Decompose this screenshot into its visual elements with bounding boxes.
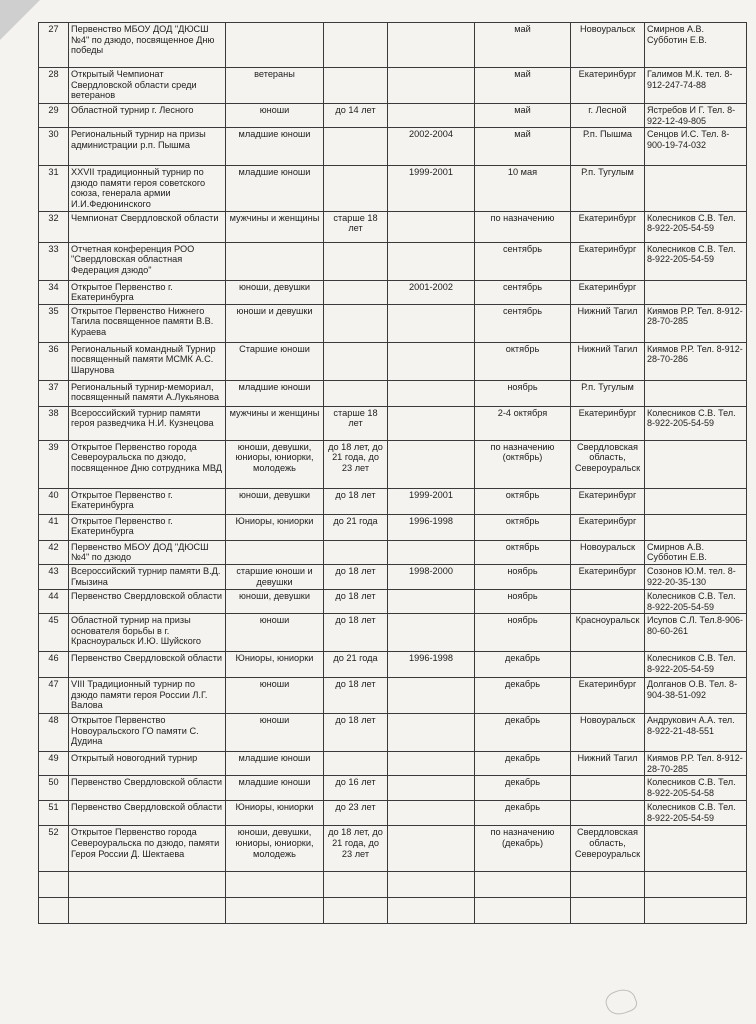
event-date-cell: декабрь	[475, 776, 571, 801]
empty-cell	[645, 898, 747, 924]
empty-cell	[388, 872, 475, 898]
birth-years-cell	[388, 342, 475, 380]
participants-cell: юноши	[226, 104, 324, 128]
age-group-cell	[324, 166, 388, 211]
event-name-cell: Открытое Первенство г. Екатеринбурга	[69, 514, 226, 540]
table-row	[39, 104, 747, 128]
event-place-cell: Нижний Тагил	[571, 752, 645, 776]
event-name-cell: Первенство МБОУ ДОД "ДЮСШ №4" по дзюдо, посвященное Дню победы	[69, 23, 226, 68]
participants-cell	[226, 242, 324, 280]
participants-cell: юноши, девушки	[226, 488, 324, 514]
event-name-cell: Областной турнир на призы основателя борьбы в г. Красноуральск И.Ю. Шуйского	[69, 614, 226, 652]
age-group-cell	[324, 540, 388, 564]
event-place-cell: Новоуральск	[571, 540, 645, 564]
participants-cell: Юниоры, юниорки	[226, 652, 324, 678]
contact-person-cell	[645, 440, 747, 488]
table-row	[39, 652, 747, 678]
row-number-cell: 33	[39, 242, 69, 280]
empty-cell	[571, 898, 645, 924]
birth-years-cell	[388, 714, 475, 752]
row-number-cell: 36	[39, 342, 69, 380]
contact-person-cell	[645, 280, 747, 304]
event-place-cell: Екатеринбург	[571, 211, 645, 242]
contact-person-cell	[645, 488, 747, 514]
birth-years-cell	[388, 540, 475, 564]
event-name-cell: Открытое Первенство г. Екатеринбурга	[69, 280, 226, 304]
table-row	[39, 242, 747, 280]
birth-years-cell: 1999-2001	[388, 488, 475, 514]
event-date-cell: сентябрь	[475, 242, 571, 280]
contact-person-cell: Созонов Ю.М. тел. 8-922-20-35-130	[645, 564, 747, 589]
empty-cell	[475, 872, 571, 898]
event-place-cell	[571, 776, 645, 801]
table-row	[39, 380, 747, 406]
age-group-cell: до 18 лет	[324, 614, 388, 652]
contact-person-cell	[645, 826, 747, 872]
birth-years-cell	[388, 801, 475, 826]
event-date-cell: сентябрь	[475, 280, 571, 304]
event-place-cell: Красноуральск	[571, 614, 645, 652]
contact-person-cell: Смирнов А.В. Субботин Е.В.	[645, 23, 747, 68]
row-number-cell: 27	[39, 23, 69, 68]
birth-years-cell	[388, 23, 475, 68]
empty-cell	[388, 898, 475, 924]
contact-person-cell: Исупов С.Л. Тел.8-906-80-60-261	[645, 614, 747, 652]
table-row	[39, 776, 747, 801]
row-number-cell: 30	[39, 128, 69, 166]
event-name-cell: Региональный турнир на призы администрации р.п. Пышма	[69, 128, 226, 166]
participants-cell: юноши, девушки, юниоры, юниорки, молодежь	[226, 440, 324, 488]
event-place-cell: Р.п. Тугулым	[571, 380, 645, 406]
participants-cell: Старшие юноши	[226, 342, 324, 380]
event-name-cell: XXVII традиционный турнир по дзюдо памяти героя советского союза, генерала армии И.И.Федюнинского	[69, 166, 226, 211]
event-name-cell: Открытое Первенство Новоуральского ГО памяти С. Дудина	[69, 714, 226, 752]
contact-person-cell: Колесников С.В. Тел. 8-922-205-54-59	[645, 652, 747, 678]
participants-cell: юноши, девушки	[226, 280, 324, 304]
event-name-cell: Открытое Первенство г. Екатеринбурга	[69, 488, 226, 514]
birth-years-cell	[388, 304, 475, 342]
table-row	[39, 614, 747, 652]
event-place-cell: Новоуральск	[571, 23, 645, 68]
table-row	[39, 166, 747, 211]
event-name-cell: Первенство Свердловской области	[69, 776, 226, 801]
contact-person-cell: Галимов М.К. тел. 8-912-247-74-88	[645, 68, 747, 104]
event-name-cell: Открытый новогодний турнир	[69, 752, 226, 776]
contact-person-cell: Киямов Р.Р. Тел. 8-912-28-70-285	[645, 752, 747, 776]
event-place-cell: Р.п. Тугулым	[571, 166, 645, 211]
participants-cell: мужчины и женщины	[226, 406, 324, 440]
participants-cell: юноши	[226, 714, 324, 752]
participants-cell: мужчины и женщины	[226, 211, 324, 242]
age-group-cell	[324, 380, 388, 406]
event-place-cell: г. Лесной	[571, 104, 645, 128]
age-group-cell: до 18 лет, до 21 года, до 23 лет	[324, 440, 388, 488]
empty-cell	[39, 898, 69, 924]
age-group-cell	[324, 128, 388, 166]
table-row	[39, 564, 747, 589]
event-name-cell: Открытое Первенство города Североуральска по дзюдо, посвященное Дню сотрудника МВД	[69, 440, 226, 488]
table-row	[39, 440, 747, 488]
age-group-cell: до 21 года	[324, 652, 388, 678]
event-name-cell: Открытое Первенство города Североуральска по дзюдо, памяти Героя России Д. Шектаева	[69, 826, 226, 872]
age-group-cell	[324, 23, 388, 68]
event-date-cell: ноябрь	[475, 564, 571, 589]
event-date-cell: декабрь	[475, 652, 571, 678]
empty-table-row	[39, 872, 747, 898]
participants-cell: юноши	[226, 678, 324, 714]
participants-cell: младшие юноши	[226, 128, 324, 166]
birth-years-cell	[388, 752, 475, 776]
contact-person-cell: Смирнов А.В. Субботин Е.В.	[645, 540, 747, 564]
table-row	[39, 752, 747, 776]
stamp-mark	[603, 986, 639, 1019]
row-number-cell: 38	[39, 406, 69, 440]
page-corner-fold	[0, 0, 40, 40]
participants-cell: старшие юноши и девушки	[226, 564, 324, 589]
row-number-cell: 52	[39, 826, 69, 872]
contact-person-cell: Колесников С.В. Тел. 8-922-205-54-58	[645, 776, 747, 801]
table-row	[39, 714, 747, 752]
row-number-cell: 45	[39, 614, 69, 652]
table-row	[39, 488, 747, 514]
birth-years-cell: 2002-2004	[388, 128, 475, 166]
event-date-cell: декабрь	[475, 801, 571, 826]
event-place-cell	[571, 801, 645, 826]
empty-cell	[645, 872, 747, 898]
event-name-cell: Всероссийский турнир памяти героя разведчика Н.И. Кузнецова	[69, 406, 226, 440]
row-number-cell: 44	[39, 589, 69, 613]
event-name-cell: Чемпионат Свердловской области	[69, 211, 226, 242]
contact-person-cell	[645, 166, 747, 211]
contact-person-cell: Колесников С.В. Тел. 8-922-205-54-59	[645, 242, 747, 280]
event-date-cell: ноябрь	[475, 589, 571, 613]
contact-person-cell: Киямов Р.Р. Тел. 8-912-28-70-286	[645, 342, 747, 380]
event-name-cell: Отчетная конференция РОО "Свердловская областная Федерация дзюдо"	[69, 242, 226, 280]
row-number-cell: 46	[39, 652, 69, 678]
age-group-cell	[324, 242, 388, 280]
row-number-cell: 29	[39, 104, 69, 128]
table-row	[39, 826, 747, 872]
contact-person-cell: Колесников С.В. Тел. 8-922-205-54-59	[645, 589, 747, 613]
birth-years-cell	[388, 440, 475, 488]
row-number-cell: 50	[39, 776, 69, 801]
event-date-cell: ноябрь	[475, 380, 571, 406]
age-group-cell	[324, 68, 388, 104]
event-name-cell: Региональный командный Турнир посвященный памяти МСМК А.С. Шарунова	[69, 342, 226, 380]
age-group-cell	[324, 304, 388, 342]
event-date-cell: май	[475, 68, 571, 104]
contact-person-cell: Киямов Р.Р. Тел. 8-912-28-70-285	[645, 304, 747, 342]
contact-person-cell: Колесников С.В. Тел. 8-922-205-54-59	[645, 801, 747, 826]
contact-person-cell: Андрукович А.А. тел. 8-922-21-48-551	[645, 714, 747, 752]
event-date-cell: 2-4 октября	[475, 406, 571, 440]
event-name-cell: VIII Традиционный турнир по дзюдо памяти героя России Л.Г. Валова	[69, 678, 226, 714]
table-row	[39, 68, 747, 104]
table-row	[39, 678, 747, 714]
events-table	[38, 22, 747, 924]
birth-years-cell	[388, 380, 475, 406]
birth-years-cell	[388, 68, 475, 104]
event-place-cell	[571, 589, 645, 613]
age-group-cell: старше 18 лет	[324, 211, 388, 242]
table-row	[39, 342, 747, 380]
age-group-cell: до 18 лет	[324, 564, 388, 589]
event-place-cell: Екатеринбург	[571, 242, 645, 280]
event-date-cell: октябрь	[475, 540, 571, 564]
contact-person-cell: Долганов О.В. Тел. 8-904-38-51-092	[645, 678, 747, 714]
birth-years-cell: 1998-2000	[388, 564, 475, 589]
row-number-cell: 47	[39, 678, 69, 714]
row-number-cell: 41	[39, 514, 69, 540]
event-date-cell: май	[475, 23, 571, 68]
empty-cell	[69, 872, 226, 898]
age-group-cell: до 18 лет	[324, 678, 388, 714]
empty-cell	[39, 872, 69, 898]
event-name-cell: Первенство Свердловской области	[69, 589, 226, 613]
birth-years-cell	[388, 242, 475, 280]
table-row	[39, 211, 747, 242]
event-place-cell: Екатеринбург	[571, 68, 645, 104]
birth-years-cell: 1996-1998	[388, 514, 475, 540]
table-row	[39, 304, 747, 342]
event-place-cell: Екатеринбург	[571, 678, 645, 714]
participants-cell: юноши и девушки	[226, 304, 324, 342]
table-row	[39, 801, 747, 826]
row-number-cell: 35	[39, 304, 69, 342]
event-date-cell: сентябрь	[475, 304, 571, 342]
table-row	[39, 128, 747, 166]
event-place-cell: Екатеринбург	[571, 406, 645, 440]
event-name-cell: Первенство МБОУ ДОД "ДЮСШ №4" по дзюдо	[69, 540, 226, 564]
table-row	[39, 540, 747, 564]
event-place-cell: Екатеринбург	[571, 488, 645, 514]
age-group-cell	[324, 280, 388, 304]
event-date-cell: по назначению (октябрь)	[475, 440, 571, 488]
empty-cell	[324, 872, 388, 898]
empty-table-row	[39, 898, 747, 924]
empty-cell	[226, 898, 324, 924]
event-place-cell: Свердловская область, Североуральск	[571, 826, 645, 872]
empty-cell	[69, 898, 226, 924]
participants-cell: младшие юноши	[226, 752, 324, 776]
row-number-cell: 42	[39, 540, 69, 564]
event-place-cell: Екатеринбург	[571, 514, 645, 540]
row-number-cell: 48	[39, 714, 69, 752]
table-row	[39, 280, 747, 304]
event-name-cell: Первенство Свердловской области	[69, 652, 226, 678]
row-number-cell: 31	[39, 166, 69, 211]
participants-cell: юноши, девушки	[226, 589, 324, 613]
event-place-cell: Свердловская область, Североуральск	[571, 440, 645, 488]
age-group-cell: до 18 лет	[324, 714, 388, 752]
table-row	[39, 406, 747, 440]
age-group-cell: до 21 года	[324, 514, 388, 540]
event-date-cell: октябрь	[475, 488, 571, 514]
event-date-cell: май	[475, 104, 571, 128]
birth-years-cell	[388, 678, 475, 714]
participants-cell: младшие юноши	[226, 776, 324, 801]
event-name-cell: Областной турнир г. Лесного	[69, 104, 226, 128]
event-name-cell: Открытое Первенство Нижнего Тагила посвященное памяти В.В. Кураева	[69, 304, 226, 342]
event-place-cell: Нижний Тагил	[571, 304, 645, 342]
event-place-cell: Нижний Тагил	[571, 342, 645, 380]
empty-cell	[226, 872, 324, 898]
empty-cell	[571, 872, 645, 898]
row-number-cell: 51	[39, 801, 69, 826]
event-date-cell: ноябрь	[475, 614, 571, 652]
participants-cell: юноши	[226, 614, 324, 652]
event-date-cell: 10 мая	[475, 166, 571, 211]
participants-cell: ветераны	[226, 68, 324, 104]
row-number-cell: 43	[39, 564, 69, 589]
event-place-cell: Р.п. Пышма	[571, 128, 645, 166]
row-number-cell: 39	[39, 440, 69, 488]
contact-person-cell	[645, 514, 747, 540]
event-date-cell: октябрь	[475, 342, 571, 380]
contact-person-cell: Колесников С.В. Тел. 8-922-205-54-59	[645, 406, 747, 440]
birth-years-cell	[388, 826, 475, 872]
event-name-cell: Первенство Свердловской области	[69, 801, 226, 826]
age-group-cell: до 18 лет	[324, 488, 388, 514]
event-date-cell: декабрь	[475, 678, 571, 714]
contact-person-cell: Ястребов И Г. Тел. 8-922-12-49-805	[645, 104, 747, 128]
age-group-cell: старше 18 лет	[324, 406, 388, 440]
row-number-cell: 40	[39, 488, 69, 514]
event-date-cell: май	[475, 128, 571, 166]
table-row	[39, 514, 747, 540]
event-place-cell: Екатеринбург	[571, 280, 645, 304]
contact-person-cell: Сенцов И.С. Тел. 8-900-19-74-032	[645, 128, 747, 166]
age-group-cell: до 18 лет	[324, 589, 388, 613]
birth-years-cell	[388, 776, 475, 801]
participants-cell: юноши, девушки, юниоры, юниорки, молодежь	[226, 826, 324, 872]
birth-years-cell	[388, 614, 475, 652]
participants-cell	[226, 23, 324, 68]
participants-cell: Юниоры, юниорки	[226, 514, 324, 540]
event-date-cell: по назначению	[475, 211, 571, 242]
event-name-cell: Всероссийский турнир памяти В.Д. Гмызина	[69, 564, 226, 589]
birth-years-cell	[388, 406, 475, 440]
table-row	[39, 589, 747, 613]
event-date-cell: по назначению (декабрь)	[475, 826, 571, 872]
birth-years-cell	[388, 211, 475, 242]
event-place-cell	[571, 652, 645, 678]
row-number-cell: 32	[39, 211, 69, 242]
contact-person-cell	[645, 380, 747, 406]
age-group-cell	[324, 752, 388, 776]
birth-years-cell: 2001-2002	[388, 280, 475, 304]
participants-cell: младшие юноши	[226, 166, 324, 211]
row-number-cell: 28	[39, 68, 69, 104]
empty-cell	[475, 898, 571, 924]
birth-years-cell	[388, 589, 475, 613]
row-number-cell: 34	[39, 280, 69, 304]
row-number-cell: 37	[39, 380, 69, 406]
age-group-cell: до 14 лет	[324, 104, 388, 128]
event-date-cell: декабрь	[475, 752, 571, 776]
event-name-cell: Открытый Чемпионат Свердловской области среди ветеранов	[69, 68, 226, 104]
age-group-cell: до 18 лет, до 21 года, до 23 лет	[324, 826, 388, 872]
age-group-cell	[324, 342, 388, 380]
participants-cell	[226, 540, 324, 564]
event-place-cell: Новоуральск	[571, 714, 645, 752]
row-number-cell: 49	[39, 752, 69, 776]
empty-cell	[324, 898, 388, 924]
event-name-cell: Региональный турнир-мемориал, посвященный памяти А.Лукьянова	[69, 380, 226, 406]
contact-person-cell: Колесников С.В. Тел. 8-922-205-54-59	[645, 211, 747, 242]
event-date-cell: октябрь	[475, 514, 571, 540]
age-group-cell: до 23 лет	[324, 801, 388, 826]
birth-years-cell	[388, 104, 475, 128]
participants-cell: Юниоры, юниорки	[226, 801, 324, 826]
birth-years-cell: 1996-1998	[388, 652, 475, 678]
table-row	[39, 23, 747, 68]
birth-years-cell: 1999-2001	[388, 166, 475, 211]
event-date-cell: декабрь	[475, 714, 571, 752]
age-group-cell: до 16 лет	[324, 776, 388, 801]
participants-cell: младшие юноши	[226, 380, 324, 406]
event-place-cell: Екатеринбург	[571, 564, 645, 589]
events-table-body	[39, 23, 747, 924]
